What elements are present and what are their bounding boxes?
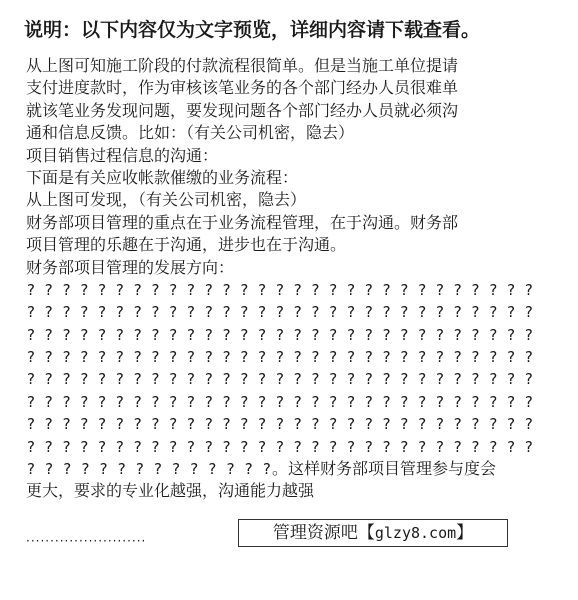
placeholder-char: ? xyxy=(169,392,178,411)
placeholder-char: ? xyxy=(133,280,142,299)
placeholder-char: ? xyxy=(27,415,35,434)
paragraph-line: 项目销售过程信息的沟通： xyxy=(26,145,219,165)
placeholder-char: ? xyxy=(507,415,516,434)
placeholder-char: ? xyxy=(258,303,267,322)
placeholder-char: ? xyxy=(364,437,373,456)
placeholder-char: ? xyxy=(418,348,427,367)
placeholder-char: ? xyxy=(435,303,444,322)
placeholder-char: ? xyxy=(99,460,108,479)
placeholder-char: ? xyxy=(524,392,533,411)
placeholder-char: ? xyxy=(240,370,249,389)
placeholder-char: ? xyxy=(293,303,302,322)
paragraph-line: 从上图可发现，（有关公司机密，隐去） xyxy=(26,190,307,210)
placeholder-char: ? xyxy=(240,325,249,344)
placeholder-char: ? xyxy=(489,392,498,411)
placeholder-block xyxy=(26,279,546,458)
placeholder-row xyxy=(26,324,534,346)
placeholder-char: ? xyxy=(27,280,35,299)
placeholder-char: ? xyxy=(507,303,516,322)
placeholder-char: ? xyxy=(489,437,498,456)
placeholder-char: ? xyxy=(275,370,284,389)
placeholder-char: ? xyxy=(151,437,160,456)
placeholder-char: ? xyxy=(275,303,284,322)
placeholder-char: ? xyxy=(293,280,302,299)
placeholder-char: ? xyxy=(169,280,178,299)
placeholder-char: ? xyxy=(347,348,356,367)
placeholder-char: ? xyxy=(187,303,196,322)
placeholder-char: ? xyxy=(275,348,284,367)
placeholder-char: ? xyxy=(44,303,53,322)
placeholder-char: ? xyxy=(400,392,409,411)
placeholder-char: ? xyxy=(524,415,533,434)
placeholder-char: ? xyxy=(45,460,54,479)
placeholder-char: ? xyxy=(489,303,498,322)
placeholder-char: ? xyxy=(293,437,302,456)
placeholder-char: ? xyxy=(133,415,142,434)
placeholder-char: ? xyxy=(133,325,142,344)
placeholder-char: ? xyxy=(364,415,373,434)
placeholder-char: ? xyxy=(400,325,409,344)
placeholder-char: ? xyxy=(524,280,533,299)
placeholder-char: ? xyxy=(27,437,35,456)
placeholder-char: ? xyxy=(115,325,124,344)
placeholder-char: ? xyxy=(204,392,213,411)
placeholder-char: ? xyxy=(347,303,356,322)
placeholder-char: ? xyxy=(275,415,284,434)
placeholder-char: ? xyxy=(524,437,533,456)
placeholder-char: ? xyxy=(453,325,462,344)
placeholder-char: ? xyxy=(187,348,196,367)
placeholder-char: ? xyxy=(240,280,249,299)
placeholder-char: ? xyxy=(347,392,356,411)
placeholder-char: ? xyxy=(382,325,391,344)
placeholder-char: ? xyxy=(382,303,391,322)
placeholder-char: ? xyxy=(453,415,462,434)
placeholder-row xyxy=(26,346,534,368)
placeholder-char: ? xyxy=(400,280,409,299)
placeholder-char: ? xyxy=(80,348,89,367)
placeholder-char: ? xyxy=(507,437,516,456)
mixed-line xyxy=(26,458,546,480)
placeholder-char: ? xyxy=(222,415,231,434)
placeholder-char: ? xyxy=(80,325,89,344)
placeholder-char: ? xyxy=(453,370,462,389)
placeholder-char: ? xyxy=(44,325,53,344)
placeholder-char: ? xyxy=(435,348,444,367)
placeholder-char: ? xyxy=(204,348,213,367)
placeholder-char: ? xyxy=(222,280,231,299)
placeholder-char: ? xyxy=(169,325,178,344)
watermark-bracket: 】 xyxy=(456,523,474,543)
placeholder-char: ? xyxy=(507,348,516,367)
placeholder-char: ? xyxy=(471,348,480,367)
placeholder-char: ? xyxy=(258,325,267,344)
placeholder-char: ? xyxy=(204,370,213,389)
placeholder-char: ? xyxy=(258,348,267,367)
placeholder-char: ? xyxy=(98,415,107,434)
watermark-text: 管理资源吧【 xyxy=(272,523,375,543)
paragraph-line: 财务部项目管理的发展方向： xyxy=(26,257,235,277)
placeholder-char: ? xyxy=(400,303,409,322)
placeholder-char: ? xyxy=(169,415,178,434)
placeholder-char: ? xyxy=(311,303,320,322)
site-watermark xyxy=(238,519,508,547)
placeholder-char: ? xyxy=(258,280,267,299)
placeholder-char: ? xyxy=(453,280,462,299)
placeholder-char: ? xyxy=(169,370,178,389)
placeholder-char: ? xyxy=(435,370,444,389)
placeholder-char: ? xyxy=(311,280,320,299)
placeholder-char: ? xyxy=(244,460,253,479)
placeholder-char: ? xyxy=(187,415,196,434)
placeholder-char: ? xyxy=(293,325,302,344)
placeholder-char: ? xyxy=(80,280,89,299)
paragraph-line: 财务部项目管理的重点在于业务流程管理，在于沟通。财务部 xyxy=(26,212,459,232)
paragraph-line: 项目管理的乐趣在于沟通，进步也在于沟通。 xyxy=(26,235,347,255)
placeholder-char: ? xyxy=(98,280,107,299)
placeholder-char: ? xyxy=(27,460,35,479)
placeholder-char: ? xyxy=(435,437,444,456)
placeholder-char: ? xyxy=(169,303,178,322)
placeholder-char: ? xyxy=(151,415,160,434)
placeholder-char: ? xyxy=(453,437,462,456)
placeholder-char: ? xyxy=(151,303,160,322)
placeholder-char: ? xyxy=(169,348,178,367)
placeholder-char: ? xyxy=(524,348,533,367)
placeholder-char: ? xyxy=(115,280,124,299)
placeholder-char: ? xyxy=(151,392,160,411)
placeholder-char: ? xyxy=(418,303,427,322)
placeholder-char: ? xyxy=(226,460,235,479)
placeholder-char: ? xyxy=(347,370,356,389)
placeholder-char: ? xyxy=(347,280,356,299)
placeholder-char: ? xyxy=(382,437,391,456)
placeholder-char: ? xyxy=(44,415,53,434)
placeholder-char: ? xyxy=(507,325,516,344)
placeholder-char: ? xyxy=(507,370,516,389)
placeholder-row xyxy=(26,301,534,323)
placeholder-char: ? xyxy=(222,325,231,344)
placeholder-char: ? xyxy=(382,415,391,434)
placeholder-char: ? xyxy=(98,370,107,389)
placeholder-char: ? xyxy=(169,437,178,456)
placeholder-char: ? xyxy=(62,392,71,411)
placeholder-char: ? xyxy=(418,370,427,389)
placeholder-char: ? xyxy=(133,392,142,411)
document-body xyxy=(26,55,546,503)
placeholder-char: ? xyxy=(400,348,409,367)
placeholder-char: ? xyxy=(471,415,480,434)
placeholder-char: ? xyxy=(240,303,249,322)
placeholder-char: ? xyxy=(347,415,356,434)
placeholder-char: ? xyxy=(80,303,89,322)
placeholder-char: ? xyxy=(311,348,320,367)
placeholder-char: ? xyxy=(98,303,107,322)
placeholder-char: ? xyxy=(275,280,284,299)
placeholder-char: ? xyxy=(133,348,142,367)
placeholder-char: ? xyxy=(507,392,516,411)
placeholder-char: ? xyxy=(275,392,284,411)
placeholder-char: ? xyxy=(44,437,53,456)
paragraph-line: 通和信息反馈。比如：（有关公司机密，隐去） xyxy=(26,123,355,143)
placeholder-char: ? xyxy=(453,392,462,411)
placeholder-char: ? xyxy=(98,437,107,456)
placeholder-char: ? xyxy=(62,370,71,389)
paragraph-line: 下面是有关应收帐款催缴的业务流程： xyxy=(26,167,299,187)
placeholder-char: ? xyxy=(329,415,338,434)
placeholder-char: ? xyxy=(382,392,391,411)
placeholder-char: ? xyxy=(258,415,267,434)
placeholder-char: ? xyxy=(382,370,391,389)
placeholder-char: ? xyxy=(329,392,338,411)
placeholder-char: ? xyxy=(311,415,320,434)
placeholder-char: ? xyxy=(80,370,89,389)
placeholder-char: ? xyxy=(471,370,480,389)
placeholder-row xyxy=(26,279,534,301)
placeholder-char: ? xyxy=(418,437,427,456)
placeholder-char: ? xyxy=(524,325,533,344)
placeholder-char: ? xyxy=(311,392,320,411)
placeholder-char: ? xyxy=(44,280,53,299)
placeholder-row xyxy=(26,436,534,458)
placeholder-char: ? xyxy=(471,437,480,456)
placeholder-char: ? xyxy=(115,392,124,411)
placeholder-char: ? xyxy=(133,437,142,456)
placeholder-char: ? xyxy=(115,437,124,456)
placeholder-char: ? xyxy=(524,370,533,389)
placeholder-char: ? xyxy=(489,348,498,367)
placeholder-char: ? xyxy=(275,437,284,456)
placeholder-char: ? xyxy=(187,325,196,344)
placeholder-char: ? xyxy=(471,325,480,344)
placeholder-char: ? xyxy=(240,392,249,411)
placeholder-char: ? xyxy=(222,370,231,389)
placeholder-char: ? xyxy=(222,437,231,456)
placeholder-char: ? xyxy=(329,325,338,344)
placeholder-char: ? xyxy=(453,303,462,322)
placeholder-char: ? xyxy=(204,303,213,322)
placeholder-char: ? xyxy=(507,280,516,299)
placeholder-char: ? xyxy=(187,370,196,389)
placeholder-char: ? xyxy=(471,303,480,322)
sentence-fragment: 。这样财务部项目管理参与度会 xyxy=(272,459,497,479)
placeholder-run xyxy=(26,458,272,480)
placeholder-char: ? xyxy=(80,415,89,434)
placeholder-char: ? xyxy=(62,437,71,456)
placeholder-char: ? xyxy=(151,348,160,367)
placeholder-char: ? xyxy=(187,280,196,299)
placeholder-char: ? xyxy=(44,370,53,389)
placeholder-char: ? xyxy=(115,303,124,322)
paragraph-line-last: 更大，要求的专业化越强，沟通能力越强 xyxy=(26,481,315,501)
placeholder-char: ? xyxy=(204,280,213,299)
placeholder-char: ? xyxy=(418,415,427,434)
placeholder-char: ? xyxy=(81,460,90,479)
placeholder-char: ? xyxy=(151,280,160,299)
placeholder-row xyxy=(26,391,534,413)
placeholder-char: ? xyxy=(204,325,213,344)
placeholder-char: ? xyxy=(133,370,142,389)
ellipsis-dots: ························· xyxy=(26,534,147,548)
placeholder-char: ? xyxy=(258,437,267,456)
placeholder-char: ? xyxy=(62,325,71,344)
placeholder-char: ? xyxy=(435,415,444,434)
placeholder-row xyxy=(26,368,534,390)
placeholder-char: ? xyxy=(489,325,498,344)
placeholder-char: ? xyxy=(115,370,124,389)
placeholder-char: ? xyxy=(151,325,160,344)
placeholder-char: ? xyxy=(262,460,271,479)
placeholder-char: ? xyxy=(435,280,444,299)
placeholder-char: ? xyxy=(329,280,338,299)
placeholder-char: ? xyxy=(418,325,427,344)
placeholder-char: ? xyxy=(190,460,199,479)
placeholder-char: ? xyxy=(80,392,89,411)
placeholder-char: ? xyxy=(311,370,320,389)
placeholder-char: ? xyxy=(489,370,498,389)
placeholder-char: ? xyxy=(471,392,480,411)
placeholder-char: ? xyxy=(364,348,373,367)
placeholder-char: ? xyxy=(418,392,427,411)
placeholder-char: ? xyxy=(172,460,181,479)
placeholder-char: ? xyxy=(133,303,142,322)
placeholder-char: ? xyxy=(27,348,35,367)
placeholder-char: ? xyxy=(435,325,444,344)
placeholder-char: ? xyxy=(364,325,373,344)
placeholder-char: ? xyxy=(329,303,338,322)
placeholder-char: ? xyxy=(240,415,249,434)
placeholder-char: ? xyxy=(364,392,373,411)
placeholder-char: ? xyxy=(62,303,71,322)
placeholder-char: ? xyxy=(293,348,302,367)
placeholder-char: ? xyxy=(204,415,213,434)
placeholder-char: ? xyxy=(135,460,144,479)
placeholder-char: ? xyxy=(382,348,391,367)
placeholder-char: ? xyxy=(63,460,72,479)
placeholder-char: ? xyxy=(62,280,71,299)
placeholder-char: ? xyxy=(275,325,284,344)
placeholder-char: ? xyxy=(418,280,427,299)
placeholder-char: ? xyxy=(400,415,409,434)
placeholder-char: ? xyxy=(293,370,302,389)
placeholder-char: ? xyxy=(293,392,302,411)
placeholder-char: ? xyxy=(115,348,124,367)
placeholder-char: ? xyxy=(27,370,35,389)
placeholder-char: ? xyxy=(489,280,498,299)
placeholder-char: ? xyxy=(62,348,71,367)
placeholder-char: ? xyxy=(240,437,249,456)
placeholder-char: ? xyxy=(115,415,124,434)
placeholder-char: ? xyxy=(222,348,231,367)
placeholder-char: ? xyxy=(98,392,107,411)
placeholder-char: ? xyxy=(489,415,498,434)
paragraph-line: 支付进度款时，作为审核该笔业务的各个部门经办人员很难单 xyxy=(26,78,459,98)
placeholder-char: ? xyxy=(382,280,391,299)
placeholder-char: ? xyxy=(524,303,533,322)
placeholder-char: ? xyxy=(435,392,444,411)
placeholder-char: ? xyxy=(80,437,89,456)
placeholder-char: ? xyxy=(400,437,409,456)
placeholder-char: ? xyxy=(187,437,196,456)
placeholder-char: ? xyxy=(329,348,338,367)
placeholder-char: ? xyxy=(240,348,249,367)
placeholder-char: ? xyxy=(347,437,356,456)
placeholder-char: ? xyxy=(400,370,409,389)
placeholder-char: ? xyxy=(222,303,231,322)
placeholder-char: ? xyxy=(98,325,107,344)
placeholder-char: ? xyxy=(44,392,53,411)
placeholder-char: ? xyxy=(471,280,480,299)
placeholder-char: ? xyxy=(222,392,231,411)
placeholder-char: ? xyxy=(27,392,35,411)
placeholder-char: ? xyxy=(62,415,71,434)
placeholder-char: ? xyxy=(44,348,53,367)
placeholder-char: ? xyxy=(329,370,338,389)
placeholder-row xyxy=(26,413,534,435)
placeholder-char: ? xyxy=(154,460,162,479)
watermark-site: glzy8.com xyxy=(374,524,457,542)
placeholder-char: ? xyxy=(453,348,462,367)
placeholder-char: ? xyxy=(204,437,213,456)
preview-notice: 说明：以下内容仅为文字预览，详细内容请下载查看。 xyxy=(24,19,481,41)
placeholder-char: ? xyxy=(311,437,320,456)
paragraph-line: 从上图可知施工阶段的付款流程很简单。但是当施工单位提请 xyxy=(26,56,459,75)
placeholder-char: ? xyxy=(364,370,373,389)
paragraph-line: 就该笔业务发现问题，要发现问题各个部门经办人员就必须沟 xyxy=(26,100,459,120)
placeholder-char: ? xyxy=(347,325,356,344)
placeholder-char: ? xyxy=(98,348,107,367)
placeholder-char: ? xyxy=(258,392,267,411)
placeholder-char: ? xyxy=(187,392,196,411)
placeholder-char: ? xyxy=(329,437,338,456)
placeholder-char: ? xyxy=(311,325,320,344)
placeholder-char: ? xyxy=(27,325,35,344)
placeholder-char: ? xyxy=(27,303,35,322)
placeholder-char: ? xyxy=(208,460,217,479)
placeholder-char: ? xyxy=(364,280,373,299)
placeholder-char: ? xyxy=(293,415,302,434)
placeholder-char: ? xyxy=(151,370,160,389)
placeholder-char: ? xyxy=(117,460,126,479)
placeholder-char: ? xyxy=(364,303,373,322)
placeholder-char: ? xyxy=(258,370,267,389)
